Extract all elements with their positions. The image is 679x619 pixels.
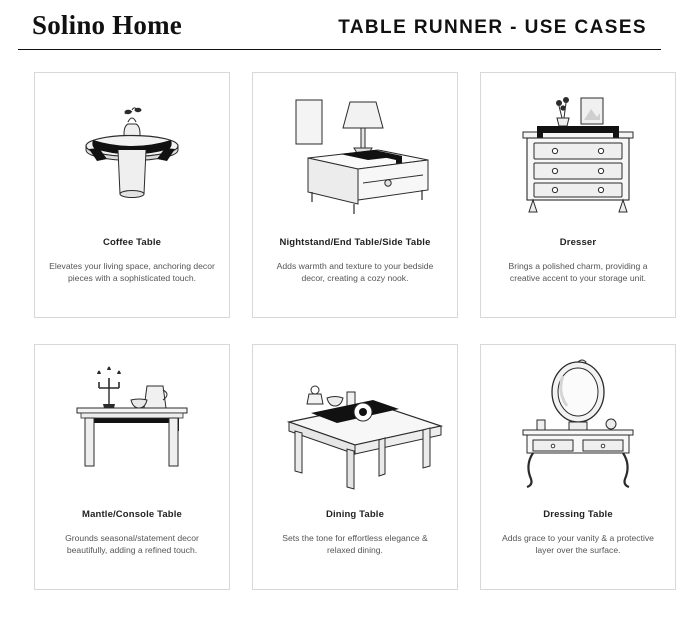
coffee-table-illustration — [47, 83, 217, 233]
nightstand-illustration — [265, 83, 445, 233]
card-title: Coffee Table — [102, 237, 162, 248]
use-case-grid — [18, 50, 661, 590]
use-case-card-nightstand — [252, 72, 458, 318]
card-description: Grounds seasonal/statement decor beautifully, adding a refined touch. — [65, 533, 199, 556]
card-title: Dining Table — [325, 509, 385, 520]
card-title: Dressing Table — [543, 509, 613, 520]
use-case-card-coffee-table — [34, 72, 230, 318]
card-description: Adds warmth and texture to your bedside decor, creating a cozy nook. — [276, 261, 434, 284]
use-case-card-dresser — [480, 72, 676, 318]
dressing-table-illustration — [493, 355, 663, 505]
card-description: Elevates your living space, anchoring decor pieces with a sophisticated touch. — [49, 261, 215, 284]
card-title: Mantle/Console Table — [82, 509, 182, 520]
page-title: TABLE RUNNER - USE CASES — [338, 17, 647, 38]
card-title: Nightstand/End Table/Side Table — [279, 237, 431, 248]
page-header — [18, 0, 661, 50]
card-description: Adds grace to your vanity & a protective layer over the surface. — [502, 533, 654, 556]
card-description: Brings a polished charm, providing a creative accent to your storage unit. — [508, 261, 648, 284]
dresser-illustration — [493, 83, 663, 233]
use-case-card-dressing-table — [480, 344, 676, 590]
card-description: Sets the tone for effortless elegance & relaxed dining. — [282, 533, 428, 556]
dining-table-illustration — [265, 355, 445, 505]
use-case-card-console-table — [34, 344, 230, 590]
card-title: Dresser — [559, 237, 597, 248]
brand-logo: Solino Home — [32, 10, 182, 40]
console-table-illustration — [47, 355, 217, 505]
use-case-card-dining-table — [252, 344, 458, 590]
